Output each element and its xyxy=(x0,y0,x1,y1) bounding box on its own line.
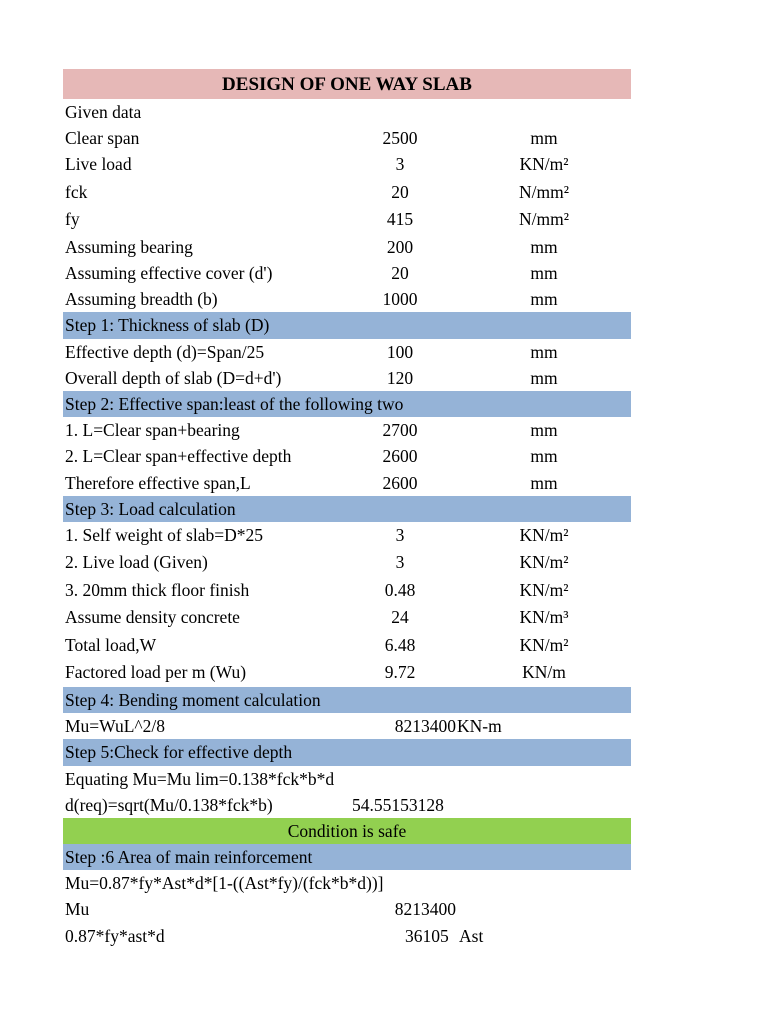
ast-label: 0.87*fy*ast*d xyxy=(65,925,165,946)
row-value: 120 xyxy=(386,367,414,388)
row-unit: KN/m³ xyxy=(519,607,569,628)
row-value: 20 xyxy=(391,181,409,202)
bending-moment-unit: KN-m xyxy=(457,716,502,737)
row-label: 3. 20mm thick floor finish xyxy=(65,579,250,600)
row-unit: mm xyxy=(530,236,558,257)
table-row xyxy=(63,632,631,660)
row-label: 1. Self weight of slab=D*25 xyxy=(65,524,263,545)
step1-heading xyxy=(63,312,631,338)
table-row xyxy=(63,659,631,687)
step5-heading xyxy=(63,739,631,765)
row-value: 2700 xyxy=(382,420,418,441)
row-label: Assuming effective cover (d') xyxy=(65,263,273,284)
reinforcement-formula: Mu=0.87*fy*Ast*d*[1-((Ast*fy)/(fck*b*d))] xyxy=(65,873,384,894)
row-value: 2600 xyxy=(382,472,418,493)
row-value: 0.48 xyxy=(384,579,416,600)
row-unit: KN/m² xyxy=(519,524,569,545)
sheet-title: DESIGN OF ONE WAY SLAB xyxy=(63,69,631,99)
step1-title: Step 1: Thickness of slab (D) xyxy=(65,315,270,336)
table-row xyxy=(63,206,631,234)
step2-heading xyxy=(63,391,631,417)
table-row xyxy=(63,125,631,151)
row-label: Total load,W xyxy=(65,634,157,655)
table-row xyxy=(63,260,631,286)
table-row xyxy=(63,443,631,469)
row-label: Assume density concrete xyxy=(65,607,240,628)
row-value: 6.48 xyxy=(384,634,416,655)
row-label: Factored load per m (Wu) xyxy=(65,662,247,683)
required-depth-value: 54.55153128 xyxy=(352,794,444,815)
row-label: Clear span xyxy=(65,128,140,149)
row-value: 2500 xyxy=(382,128,418,149)
given-data-label: Given data xyxy=(65,102,142,122)
step3-rows xyxy=(63,522,631,687)
bending-moment-row xyxy=(63,713,631,739)
row-unit: KN/m² xyxy=(519,579,569,600)
row-label: Assuming bearing xyxy=(65,236,193,257)
given-data-heading xyxy=(63,99,631,125)
slab-design-sheet xyxy=(63,69,631,949)
step1-rows xyxy=(63,339,631,391)
row-value: 24 xyxy=(391,607,409,628)
table-row xyxy=(63,179,631,207)
table-row xyxy=(63,339,631,365)
row-unit: mm xyxy=(530,263,558,284)
row-value: 3 xyxy=(395,524,405,545)
row-label: 2. Live load (Given) xyxy=(65,552,208,573)
table-row xyxy=(63,417,631,443)
table-row xyxy=(63,549,631,577)
table-row xyxy=(63,234,631,260)
row-value: 2600 xyxy=(382,446,418,467)
equating-text: Equating Mu=Mu lim=0.138*fck*b*d xyxy=(65,768,335,789)
step3-title: Step 3: Load calculation xyxy=(65,498,236,519)
row-value: 9.72 xyxy=(384,662,416,683)
row-label: fy xyxy=(65,209,80,230)
table-row xyxy=(63,522,631,550)
step4-title: Step 4: Bending moment calculation xyxy=(65,689,321,710)
row-value: 3 xyxy=(395,552,405,573)
row-unit: mm xyxy=(530,341,558,362)
table-row xyxy=(63,470,631,496)
row-label: 1. L=Clear span+bearing xyxy=(65,420,240,441)
row-unit: N/mm² xyxy=(519,209,569,230)
step6-mu-row xyxy=(63,896,631,922)
table-row xyxy=(63,286,631,312)
row-label: 2. L=Clear span+effective depth xyxy=(65,446,292,467)
table-row xyxy=(63,365,631,391)
given-data-rows xyxy=(63,125,631,312)
row-value: 1000 xyxy=(382,289,418,310)
bending-moment-value: 8213400 xyxy=(394,716,456,737)
reinforcement-formula-row xyxy=(63,870,631,896)
row-label: fck xyxy=(65,181,88,202)
row-label: Live load xyxy=(65,154,132,175)
ast-value: 36105 xyxy=(405,925,449,946)
bending-moment-label: Mu=WuL^2/8 xyxy=(65,716,166,737)
row-unit: mm xyxy=(530,367,558,388)
equating-row xyxy=(63,766,631,792)
step2-rows xyxy=(63,417,631,496)
row-unit: KN/m² xyxy=(519,154,569,175)
condition-safe-banner: Condition is safe xyxy=(63,818,631,844)
ast-unit: Ast xyxy=(459,925,484,946)
step3-heading xyxy=(63,496,631,522)
table-row xyxy=(63,577,631,605)
table-row xyxy=(63,604,631,632)
step6-mu-value: 8213400 xyxy=(394,899,456,920)
row-label: Assuming breadth (b) xyxy=(65,289,218,310)
required-depth-row xyxy=(63,792,631,818)
required-depth-label: d(req)=sqrt(Mu/0.138*fck*b) xyxy=(65,794,273,815)
row-label: Effective depth (d)=Span/25 xyxy=(65,341,265,362)
step5-title: Step 5:Check for effective depth xyxy=(65,742,293,763)
row-unit: KN/m xyxy=(522,662,566,683)
row-label: Therefore effective span,L xyxy=(65,472,251,493)
row-unit: mm xyxy=(530,472,558,493)
row-unit: mm xyxy=(530,420,558,441)
row-label: Overall depth of slab (D=d+d') xyxy=(65,367,282,388)
step6-title: Step :6 Area of main reinforcement xyxy=(65,847,313,868)
ast-row xyxy=(63,923,631,949)
step4-heading xyxy=(63,687,631,713)
step6-heading xyxy=(63,844,631,870)
row-value: 415 xyxy=(386,209,414,230)
table-row xyxy=(63,151,631,179)
step2-title: Step 2: Effective span:least of the following two xyxy=(65,394,404,414)
row-unit: KN/m² xyxy=(519,552,569,573)
row-unit: mm xyxy=(530,128,558,149)
row-value: 20 xyxy=(391,263,409,284)
row-unit: mm xyxy=(530,289,558,310)
step6-mu-label: Mu xyxy=(65,899,90,920)
row-value: 100 xyxy=(386,341,414,362)
row-unit: KN/m² xyxy=(519,634,569,655)
row-unit: mm xyxy=(530,446,558,467)
row-value: 200 xyxy=(386,236,414,257)
row-unit: N/mm² xyxy=(519,181,569,202)
row-value: 3 xyxy=(395,154,405,175)
